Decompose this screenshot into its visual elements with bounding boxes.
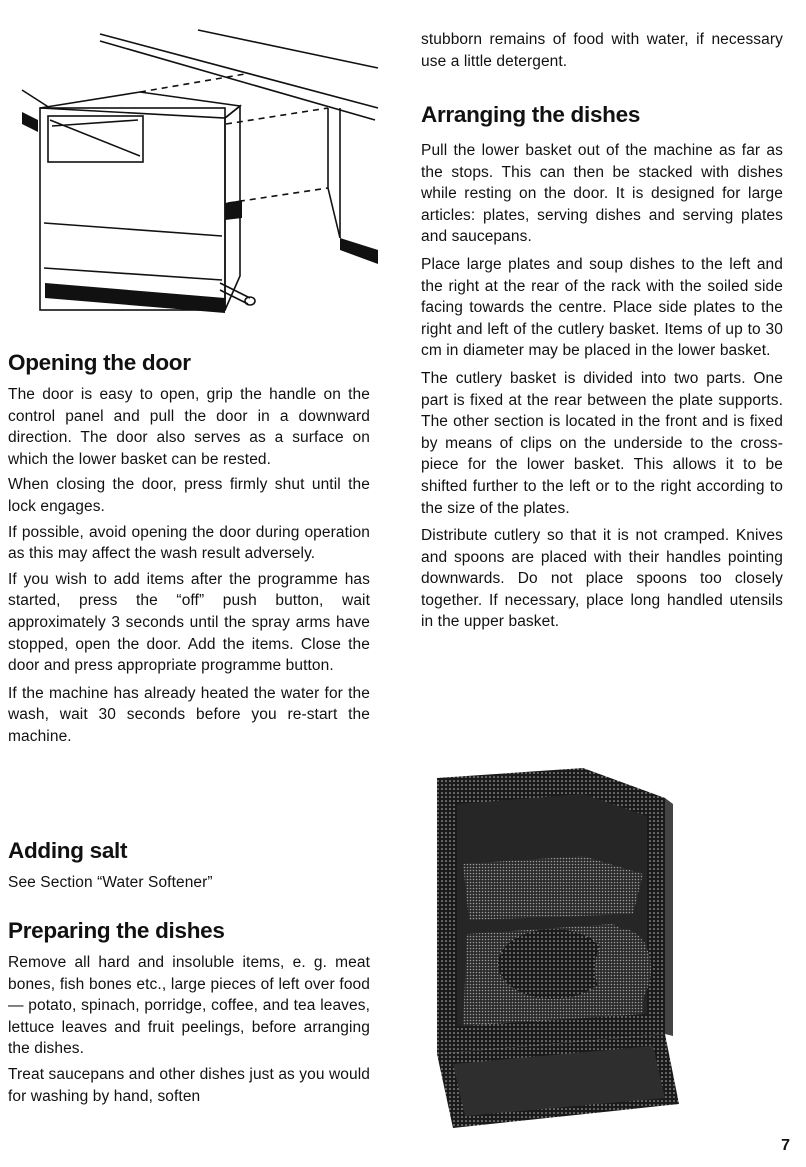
dishwasher-installation-illustration [10,28,380,328]
paragraph: Pull the lower basket out of the machine as far as the stops. This can then be stacked with dishes while resting on the door. It is designed for large articles: plates, serving dishes and serving plates and saucepans. [421,142,783,246]
continued-paragraph: stubborn remains of food with water, if necessary use a little detergent. [421,31,783,70]
heading-arranging-dishes: Arranging the dishes [421,102,641,127]
paragraph: Distribute cutlery so that it is not cramped. Knives and spoons are placed with their handles pointing downwards. Do not place spoons too closely together. If necessary, place long handled utensils in the upper basket. [421,527,783,631]
paragraph: If possible, avoid opening the door during operation as this may affect the wash result adversely. [8,523,370,563]
paragraph: See Section “Water Softener” [8,874,213,891]
heading-opening-door: Opening the door [8,350,191,375]
paragraph: Treat saucepans and other dishes just as you would for washing by hand, soften [8,1065,370,1105]
paragraph: The cutlery basket is divided into two parts. One part is fixed at the rear between the plate supports. The other section is located in the front and is fixed by means of clips on the underside to the cross-piece for the lower basket. This allows it to be shifted further to the left or to the right according to the size of the plates. [421,369,783,517]
dishwasher-line-drawing [10,28,380,328]
paragraph: The door is easy to open, grip the handle on the control panel and pull the door in a downward direction. The door also serves as a surface on which the lower basket can be rested. [8,386,370,468]
paragraph: When closing the door, press firmly shut until the lock engages. [8,476,370,515]
paragraph: Place large plates and soup dishes to the left and the right at the rear of the rack with the soiled side facing towards the centre. Place side plates to the right and left of the cutlery basket. Items of up to 30 cm in diameter may be placed in the lower basket. [421,255,783,360]
heading-preparing-dishes: Preparing the dishes [8,918,225,943]
paragraph: Remove all hard and insoluble items, e. g. meat bones, fish bones etc., large pieces of left over food — potato, spinach, porridge, coffee, and tea leaves, lettuce leaves and fruit peelings, before arranging the dishes. [8,954,370,1058]
open-dishwasher-image [433,764,679,1128]
paragraph: If the machine has already heated the water for the wash, wait 30 seconds before you re-start the machine. [8,684,370,745]
section-arranging-dishes [421,102,783,633]
section-opening-door [8,350,370,748]
heading-adding-salt: Adding salt [8,838,128,863]
paragraph: If you wish to add items after the programme has started, press the “off” push button, wait approximately 3 seconds until the spray arms have stopped, open the door. Add the items. Close the door and press appropriate programme button. [8,570,370,675]
dishwasher-photo [433,764,679,1128]
page-number: 7 [781,1137,790,1154]
section-adding-salt [8,838,370,894]
section-preparing-dishes [8,918,370,1107]
